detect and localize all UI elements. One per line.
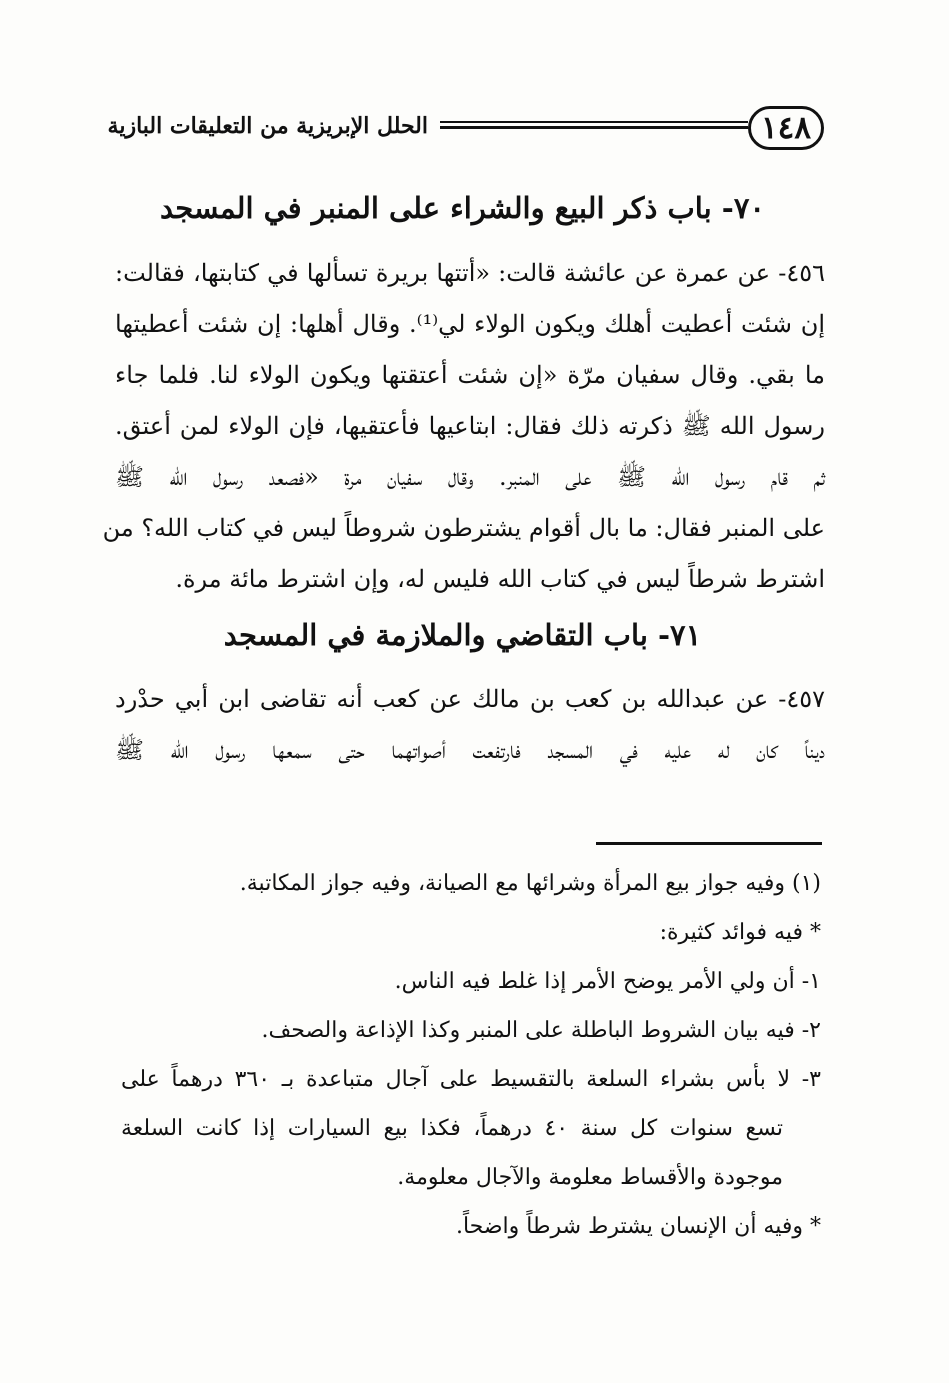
header-rule [440, 121, 748, 131]
footnote-line: * فيه فوائد كثيرة: [659, 920, 821, 945]
text-line: اشترط شرطاً ليس في كتاب الله فليس له، وإن اشترط مائة مرة. [175, 565, 825, 593]
chapter-heading-71: ٧١- باب التقاضي والملازمة في المسجد [223, 618, 702, 652]
book-title: الحلل الإبريزية من التعليقات البازية [107, 113, 428, 139]
page-number: ١٤٨ [748, 106, 824, 150]
footnote-line: * وفيه أن الإنسان يشترط شرطاً واضحاً. [455, 1214, 821, 1239]
text-line: رسول الله ﷺ ذكرته ذلك فقال: ابتاعيها فأعتقيها، فإن الولاء لمن أعتق. [115, 412, 825, 440]
footnote-line: ٢- فيه بيان الشروط الباطلة على المنبر وكذا الإذاعة والصحف. [261, 1018, 821, 1043]
text-line: ثم قام رسول الله ﷺ على المنبر. وقال سفيان مرة «فصعد رسول الله ﷺ [115, 463, 825, 491]
footnote-line: موجودة والأقساط معلومة والآجال معلومة. [397, 1165, 783, 1190]
text-line: إن شئت أعطيت أهلك ويكون الولاء لي⁽¹⁾. وقال أهلها: إن شئت أعطيتها [115, 310, 825, 338]
footnote-line: (١) وفيه جواز بيع المرأة وشرائها مع الصيانة، وفيه جواز المكاتبة. [239, 871, 821, 896]
footnote-line: ٣- لا بأس بشراء السلعة بالتقسيط على آجال متباعدة بـ ٣٦٠ درهماً على [121, 1067, 821, 1092]
running-header [107, 106, 824, 156]
text-line: ما بقي. وقال سفيان مرّة «إن شئت أعتقتها ويكون الولاء لنا. فلما جاء [115, 361, 825, 389]
text-line: ٤٥٧- عن عبدالله بن كعب بن مالك عن كعب أنه تقاضى ابن أبي حدْرد [115, 685, 825, 713]
text-line: ٤٥٦- عن عمرة عن عائشة قالت: «أتتها بريرة تسألها في كتابتها، فقالت: [115, 259, 825, 287]
text-line: على المنبر فقال: ما بال أقوام يشترطون شروطاً ليس في كتاب الله؟ من [102, 514, 825, 542]
footnote-separator [596, 842, 822, 845]
chapter-heading-70: ٧٠- باب ذكر البيع والشراء على المنبر في المسجد [160, 191, 765, 225]
footnote-line: ١- أن ولي الأمر يوضح الأمر إذا غلط فيه الناس. [394, 969, 821, 994]
footnote-line: تسع سنوات كل سنة ٤٠ درهماً، فكذا بيع السيارات إذا كانت السلعة [121, 1116, 783, 1141]
text-line: ديناً كان له عليه في المسجد فارتفعت أصواتهما حتى سمعها رسول الله ﷺ [115, 736, 825, 764]
